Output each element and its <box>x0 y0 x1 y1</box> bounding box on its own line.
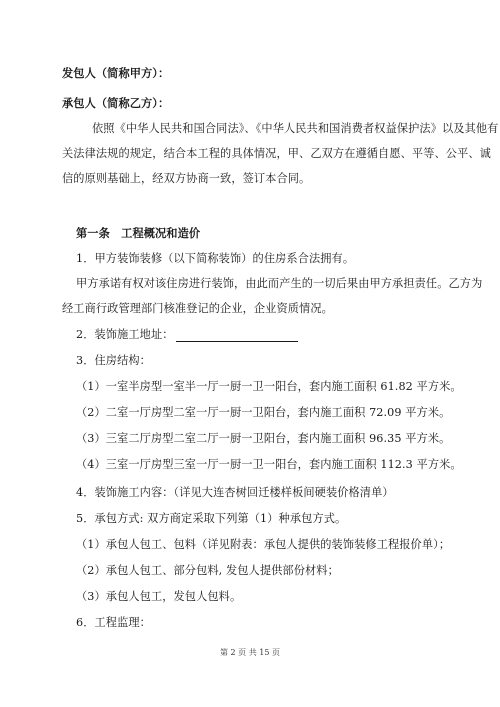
article-1-title: 第一条 工程概况和造价 <box>76 226 201 240</box>
item-2-address <box>76 328 298 342</box>
structure-1: （1）一室半房型一室半一厅一厨一卫一阳台，套内施工面积 61.82 平方米。 <box>76 380 462 393</box>
address-blank-line <box>176 329 298 342</box>
structure-4: （4）三室一厅房型三室一厅一厨一卫一阳台，套内施工面积 112.3 平方米。 <box>76 458 462 471</box>
structure-2: （2）二室一厅房型二室一厅一厨一卫阳台，套内施工面积 72.09 平方米。 <box>76 406 451 419</box>
structure-3: （3）三室二厅房型二室二厅一厨一卫阳台，套内施工面积 96.35 平方米。 <box>76 432 451 445</box>
method-3: （3）承包人包工，发包人包料。 <box>76 590 242 603</box>
preamble-line-1: 依照《中华人民共和国合同法》、《中华人民共和国消费者权益保护法》以及其他有 <box>92 122 499 135</box>
item-2-label: 2．装饰施工地址： <box>76 328 174 341</box>
party-b-label: 承包人（简称乙方）： <box>62 96 170 110</box>
party-a-label: 发包人（简称甲方）： <box>62 66 170 80</box>
method-1: （1）承包人包工、包料（详见附表：承包人提供的装饰装修工程报价单）； <box>76 538 451 551</box>
method-2: （2）承包人包工、部分包料, 发包人提供部份材料； <box>76 564 339 577</box>
item-4: 4．装饰施工内容：（详见大连杏树回迁楼样板间硬装价格清单） <box>76 486 394 499</box>
preamble-line-2: 关法律法规的规定，结合本工程的具体情况，甲、乙双方在遵循自愿、平等、公平、诚 <box>62 147 491 160</box>
item-5: 5．承包方式: 双方商定采取下列第（1）种承包方式。 <box>76 512 347 525</box>
item-3: 3．住房结构： <box>76 354 151 367</box>
item-6: 6．工程监理： <box>76 616 151 629</box>
item-1-detail-line-1: 甲方承诺有权对该住房进行装饰，由此而产生的一切后果由甲方承担责任。乙方为 <box>76 277 483 290</box>
item-1-detail-line-2: 经工商行政管理部门核准登记的企业，企业资质情况。 <box>62 302 333 315</box>
item-1: 1．甲方装饰装修（以下简称装饰）的住房系合法拥有。 <box>76 252 355 265</box>
page-footer: 第 2 页 共 15 页 <box>220 648 280 657</box>
preamble-line-3: 信的原则基础上，经双方协商一致，签订本合同。 <box>62 172 311 185</box>
